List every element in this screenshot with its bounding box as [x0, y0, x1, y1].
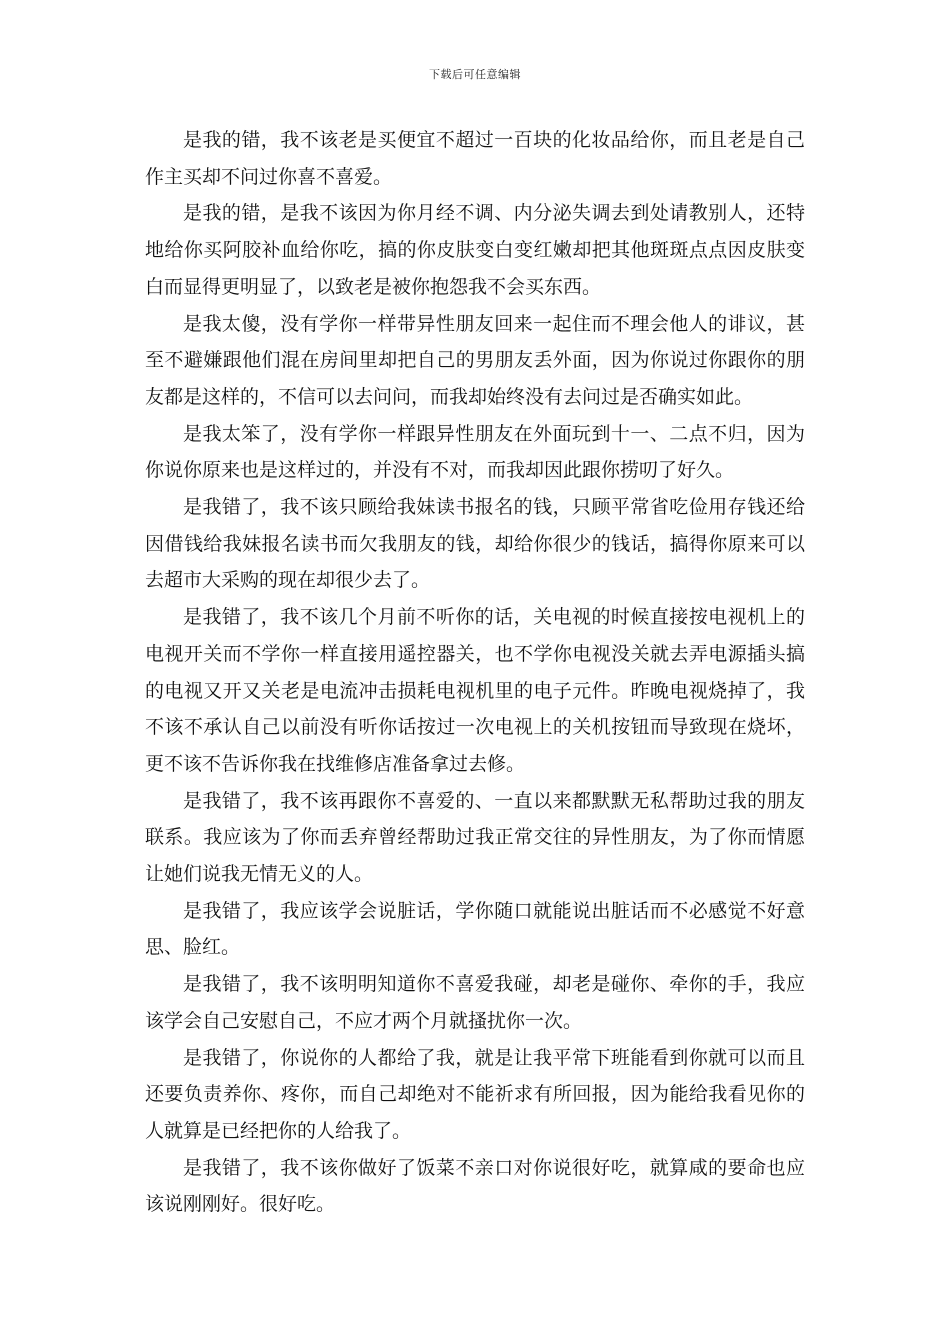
document-body — [145, 122, 805, 1223]
paragraph: 是我的错，我不该老是买便宜不超过一百块的化妆品给你，而且老是自己作主买却不问过你喜不喜爱。 — [145, 129, 805, 188]
paragraph: 是我的错，是我不该因为你月经不调、内分泌失调去到处请教别人，还特地给你买阿胶补血给你吃，搞的你皮肤变白变红嫩却把其他斑斑点点因皮肤变白而显得更明显了，以致老是被你抱怨我不会买东西。 — [145, 202, 805, 298]
paragraph: 是我太笨了，没有学你一样跟异性朋友在外面玩到十一、二点不归，因为你说你原来也是这样过的，并没有不对，而我却因此跟你捞叨了好久。 — [145, 422, 805, 482]
paragraph: 是我太傻，没有学你一样带异性朋友回来一起住而不理会他人的诽议，甚至不避嫌跟他们混在房间里却把自己的男朋友丢外面，因为你说过你跟你的朋友都是这样的，不信可以去问问，而我却始终没有去问过是否确实如此。 — [145, 312, 805, 408]
page-header: 下载后可任意编辑 — [429, 68, 521, 81]
paragraph: 是我错了，我不该几个月前不听你的话，关电视的时候直接按电视机上的电视开关而不学你一样直接用遥控器关，也不学你电视没关就去弄电源插头搞的电视又开又关老是电流冲击损耗电视机里的电子元件。昨晚电视烧掉了，我不该不承认自己以前没有听你话按过一次电视上的关机按钮而导致现在烧坏，更不该不告诉你我在找维修店准备拿过去修。 — [145, 606, 805, 775]
paragraph: 是我错了，我不该明明知道你不喜爱我碰，却老是碰你、牵你的手，我应该学会自己安慰自己，不应才两个月就搔扰你一次。 — [145, 973, 805, 1032]
paragraph: 是我错了，我不该再跟你不喜爱的、一直以来都默默无私帮助过我的朋友联系。我应该为了你而丢弃曾经帮助过我正常交往的异性朋友，为了你而情愿让她们说我无情无义的人。 — [145, 789, 805, 886]
paragraph: 是我错了，我不该只顾给我妹读书报名的钱，只顾平常省吃俭用存钱还给因借钱给我妹报名读书而欠我朋友的钱，却给你很少的钱话，搞得你原来可以去超市大采购的现在却很少去了。 — [145, 496, 805, 592]
paragraph: 是我错了，我不该你做好了饭菜不亲口对你说很好吃，就算咸的要命也应该说刚刚好。很好吃。 — [145, 1156, 805, 1216]
paragraph: 是我错了，你说你的人都给了我，就是让我平常下班能看到你就可以而且还要负责养你、疼你，而自己却绝对不能祈求有所回报，因为能给我看见你的人就算是已经把你的人给我了。 — [145, 1046, 805, 1142]
paragraph: 是我错了，我应该学会说脏话，学你随口就能说出脏话而不必感觉不好意思、脸红。 — [145, 899, 805, 959]
